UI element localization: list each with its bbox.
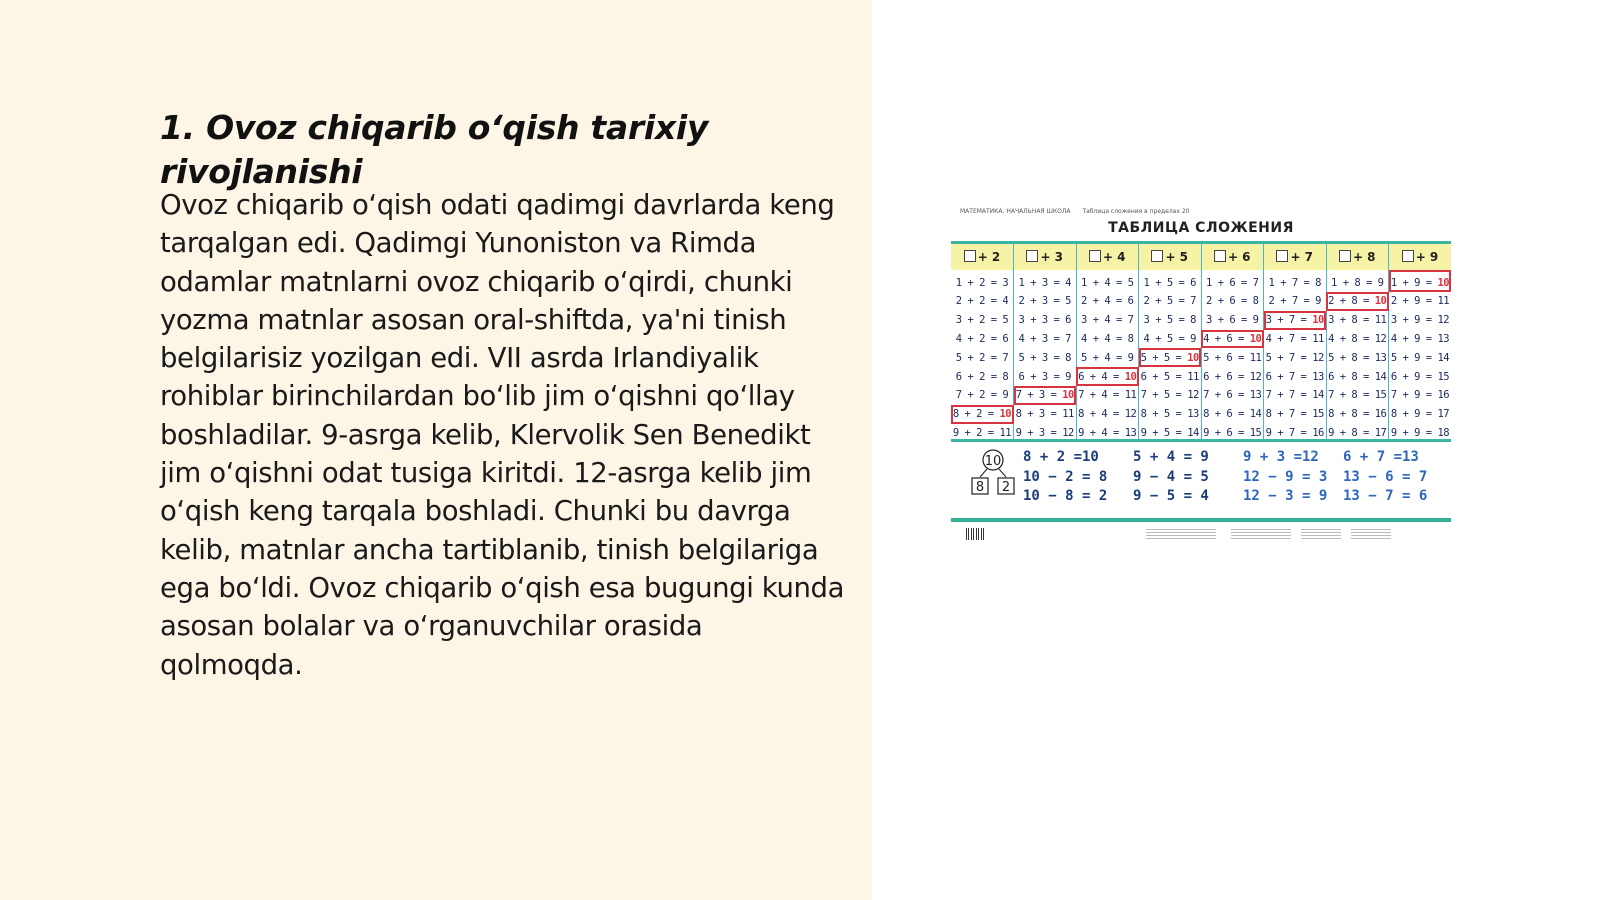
barcode-icon [966, 528, 984, 540]
equation-cell: 3 + 3 = 6 [1014, 311, 1077, 330]
equation-cell: 6 + 7 = 13 [1264, 367, 1327, 386]
table-row [951, 311, 1451, 330]
publisher-fine-print [1351, 529, 1391, 539]
equation-cell: 7 + 2 = 9 [955, 389, 1009, 402]
equation-cell: 8 + 2 = 10 [951, 405, 1014, 424]
figure-footer-bar [951, 518, 1451, 522]
equation-cell: 5 + 8 = 13 [1326, 348, 1389, 367]
equation-cell: 1 + 4 = 5 [1076, 270, 1139, 292]
equation-cell: 2 + 6 = 8 [1201, 292, 1264, 311]
blank-box-icon [1151, 250, 1163, 262]
figure-title: ТАБЛИЦА СЛОЖЕНИЯ [1108, 220, 1294, 236]
blank-box-icon [1026, 250, 1038, 262]
equation-cell: 7 + 9 = 16 [1389, 386, 1452, 405]
equation-cell: 1 + 5 = 6 [1139, 270, 1202, 292]
blank-box-icon [1089, 250, 1101, 262]
equation-cell: 4 + 8 = 12 [1326, 330, 1389, 349]
equation-cell: 5 + 2 = 7 [955, 351, 1009, 364]
column-header: + 4 [1076, 244, 1139, 270]
composition-whole: 10 [984, 454, 1002, 469]
equation-cell: 3 + 7 = 10 [1264, 311, 1327, 330]
equation-cell: 6 + 4 = 10 [1076, 367, 1139, 386]
equation-cell: 4 + 2 = 6 [955, 332, 1009, 345]
table-row [951, 367, 1451, 386]
equation-cell: 9 + 3 = 12 [1014, 424, 1077, 443]
equation-cell: 2 + 5 = 7 [1139, 292, 1202, 311]
equation-cell: 3 + 6 = 9 [1201, 311, 1264, 330]
table-divider [951, 439, 1451, 442]
table-row [951, 386, 1451, 405]
blank-box-icon [1214, 250, 1226, 262]
equation-cell: 7 + 8 = 15 [1326, 386, 1389, 405]
equation-cell: 2 + 3 = 5 [1014, 292, 1077, 311]
example-column-2: 5 + 4 = 9 9 − 4 = 5 9 − 5 = 4 [1133, 449, 1209, 504]
equation-cell: 5 + 9 = 14 [1389, 348, 1452, 367]
column-header: + 5 [1139, 244, 1202, 270]
equation-cell: 3 + 2 = 5 [955, 314, 1009, 327]
equation-cell: 1 + 3 = 4 [1014, 270, 1077, 292]
equation-cell: 9 + 8 = 17 [1326, 424, 1389, 443]
equation-cell: 6 + 5 = 11 [1139, 367, 1202, 386]
blank-box-icon [964, 250, 976, 262]
blank-box-icon [1339, 250, 1351, 262]
equation-cell: 5 + 7 = 12 [1264, 348, 1327, 367]
equation-cell: 4 + 6 = 10 [1201, 330, 1264, 349]
equation-cell: 8 + 7 = 15 [1264, 405, 1327, 424]
equation-cell: 3 + 9 = 12 [1389, 311, 1452, 330]
column-header: + 7 [1264, 244, 1327, 270]
publisher-fine-print [1301, 529, 1341, 539]
equation-cell: 7 + 4 = 11 [1076, 386, 1139, 405]
table-row [951, 330, 1451, 349]
table-row [951, 292, 1451, 311]
equation-cell: 1 + 8 = 9 [1326, 270, 1389, 292]
equation-cell: 9 + 7 = 16 [1264, 424, 1327, 443]
figure-subject-label: Таблица сложения в пределах 20 [1082, 208, 1190, 215]
equation-cell: 2 + 4 = 6 [1076, 292, 1139, 311]
table-row [951, 348, 1451, 367]
equation-cell: 7 + 7 = 14 [1264, 386, 1327, 405]
addition-table-header [951, 244, 1451, 270]
figure-header-small [960, 208, 1199, 215]
equation-cell: 8 + 5 = 13 [1139, 405, 1202, 424]
equation-cell: 1 + 7 = 8 [1264, 270, 1327, 292]
table-row [951, 405, 1451, 424]
equation-cell: 8 + 4 = 12 [1076, 405, 1139, 424]
equation-cell: 4 + 7 = 11 [1264, 330, 1327, 349]
slide-body-text: Ovoz chiqarib o‘qish odati qadimgi davrlarda keng tarqalgan edi. Qadimgi Yunoniston va Rimda odamlar matnlarni ovoz chiqarib o‘qirdi, chunki yozma matnlar asosan oral-shiftda, ya'ni tinish belgilarisiz yozilgan edi. VII asrda Irlandiyalik rohiblar birinchilardan bo‘lib jim o‘qishni qo‘llay boshladilar. 9-asrga kelib, Klervolik Sen Benedikt jim o‘qishni odat tusiga kiritdi. 12-asrga kelib jim o‘qish keng tarqala boshladi. Chunki bu davrga kelib, matnlar ancha tartiblanib, tinish belgilariga ega bo‘ldi. Ovoz chiqarib o‘qish esa bugungi kunda asosan bolalar va o‘rganuvchilar orasida qolmoqda. [160, 189, 845, 681]
equation-cell: 8 + 3 = 11 [1014, 405, 1077, 424]
equation-cell: 6 + 8 = 14 [1326, 367, 1389, 386]
equation-cell: 6 + 2 = 8 [955, 370, 1009, 383]
equation-cell: 6 + 3 = 9 [1014, 367, 1077, 386]
equation-cell: 3 + 8 = 11 [1326, 311, 1389, 330]
equation-cell: 5 + 4 = 9 [1076, 348, 1139, 367]
equation-cell: 9 + 4 = 13 [1076, 424, 1139, 443]
equation-cell: 7 + 3 = 10 [1014, 386, 1077, 405]
equation-cell: 7 + 5 = 12 [1139, 386, 1202, 405]
equation-cell: 5 + 5 = 10 [1139, 348, 1202, 367]
figure-series-label: МАТЕМАТИКА. НАЧАЛЬНАЯ ШКОЛА [960, 208, 1071, 215]
table-row [951, 270, 1451, 292]
equation-cell: 2 + 9 = 11 [1389, 292, 1452, 311]
column-header: + 8 [1326, 244, 1389, 270]
equation-cell: 9 + 5 = 14 [1139, 424, 1202, 443]
column-header: + 9 [1389, 244, 1452, 270]
equation-cell: 9 + 2 = 11 [952, 426, 1012, 439]
equation-cell: 6 + 9 = 15 [1389, 367, 1452, 386]
equation-cell: 3 + 4 = 7 [1076, 311, 1139, 330]
equation-cell: 3 + 5 = 8 [1139, 311, 1202, 330]
equation-cell: 9 + 6 = 15 [1201, 424, 1264, 443]
equation-cell: 9 + 9 = 18 [1389, 424, 1452, 443]
column-header: + 3 [1014, 244, 1077, 270]
equation-cell: 8 + 9 = 17 [1389, 405, 1452, 424]
slide-title: 1. Ovoz chiqarib o‘qish tarixiy rivojlanishi [160, 108, 709, 191]
equation-cell: 4 + 4 = 8 [1076, 330, 1139, 349]
example-column-4: 6 + 7 =13 13 − 6 = 7 13 − 7 = 6 [1343, 449, 1428, 504]
addition-table-image [946, 200, 1456, 550]
equation-cell: 4 + 3 = 7 [1014, 330, 1077, 349]
column-header: + 2 [951, 244, 1014, 270]
equation-cell: 5 + 6 = 11 [1201, 348, 1264, 367]
equation-cell: 8 + 8 = 16 [1326, 405, 1389, 424]
equation-cell: 2 + 7 = 9 [1264, 292, 1327, 311]
column-header: + 6 [1201, 244, 1264, 270]
equation-cell: 4 + 9 = 13 [1389, 330, 1452, 349]
example-column-1: 8 + 2 =10 10 − 2 = 8 10 − 8 = 2 [1023, 449, 1108, 504]
example-column-3: 9 + 3 =12 12 − 9 = 3 12 − 3 = 9 [1243, 449, 1328, 504]
number-composition-icon [971, 448, 1015, 504]
equation-cell: 1 + 2 = 3 [955, 277, 1009, 289]
publisher-fine-print [1231, 529, 1291, 539]
equation-cell: 1 + 9 = 10 [1389, 270, 1452, 292]
example-equations [951, 448, 1451, 508]
equation-cell: 2 + 2 = 4 [955, 295, 1009, 308]
composition-part-2: 2 [1001, 480, 1011, 495]
equation-cell: 1 + 6 = 7 [1201, 270, 1264, 292]
equation-cell: 5 + 3 = 8 [1014, 348, 1077, 367]
equation-cell: 8 + 6 = 14 [1201, 405, 1264, 424]
equation-cell: 7 + 6 = 13 [1201, 386, 1264, 405]
blank-box-icon [1276, 250, 1288, 262]
addition-table [951, 241, 1451, 442]
equation-cell: 6 + 6 = 12 [1201, 367, 1264, 386]
composition-part-1: 8 [975, 480, 985, 495]
blank-box-icon [1402, 250, 1414, 262]
equation-cell: 4 + 5 = 9 [1139, 330, 1202, 349]
equation-cell: 2 + 8 = 10 [1326, 292, 1389, 311]
publisher-fine-print [1146, 529, 1216, 539]
